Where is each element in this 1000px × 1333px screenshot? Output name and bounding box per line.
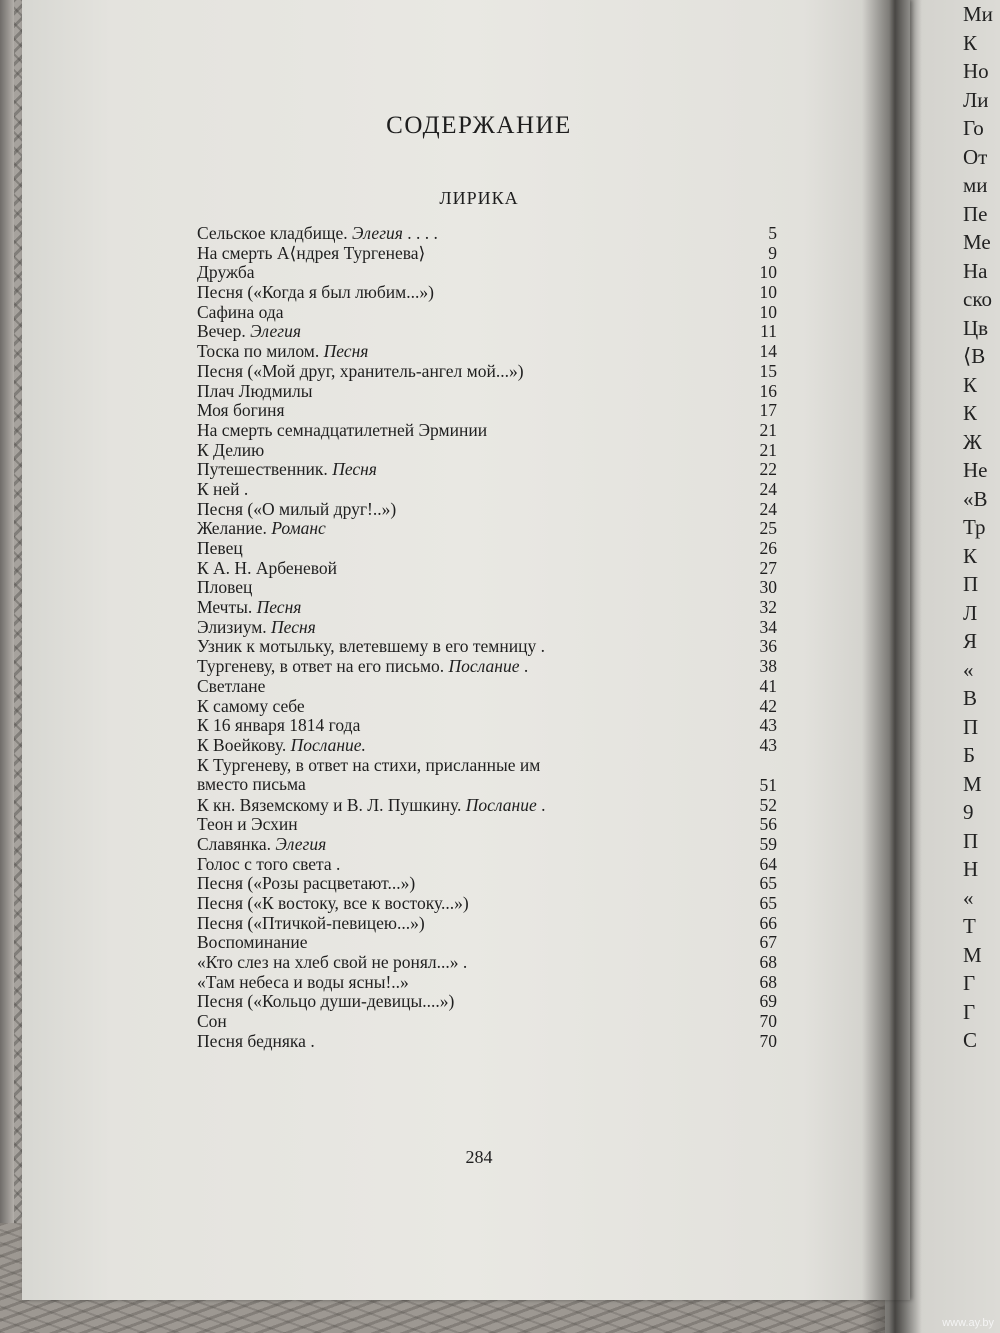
toc-entry <box>197 500 777 520</box>
toc-entry <box>197 874 777 894</box>
toc-entry-title: Дружба <box>197 262 255 283</box>
toc-entry-title: Воспоминание <box>197 932 308 953</box>
book-cover-edge <box>0 0 14 1333</box>
toc-entry <box>197 303 777 323</box>
toc-entry-page: 64 <box>759 853 777 874</box>
toc-entry-page: 43 <box>759 734 777 755</box>
toc-entry-page: 30 <box>759 577 777 598</box>
right-page-line: С <box>963 1028 978 1052</box>
toc-entry <box>197 716 777 736</box>
toc-entry-page: 43 <box>759 715 777 736</box>
right-page-line: В <box>963 686 978 710</box>
toc-entry-title: К А. Н. Арбеневой <box>197 557 338 578</box>
right-page-line: Но <box>963 59 989 83</box>
toc-entry <box>197 855 777 875</box>
right-page-line: Ми <box>963 2 993 26</box>
toc-entry <box>197 756 777 796</box>
toc-entry <box>197 914 777 934</box>
toc-entry-title: Голос с того света . <box>197 853 341 874</box>
toc-entry-title: Тургеневу, в ответ на его письмо. Послание . <box>197 656 529 677</box>
toc-entry-title: Песня («Розы расцветают...») <box>197 873 416 894</box>
toc-entry <box>197 953 777 973</box>
book-gutter-shadow <box>862 0 922 1333</box>
toc-entry-page: 51 <box>759 774 777 795</box>
toc-entry <box>197 677 777 697</box>
toc-entry-title: Песня («Мой друг, хранитель-ангел мой...») <box>197 360 524 381</box>
toc-entry-title: «Кто слез на хлеб свой не ронял...» . <box>197 952 468 973</box>
toc-entry <box>197 519 777 539</box>
right-page-line: П <box>963 572 979 596</box>
toc-entry-page: 24 <box>759 478 777 499</box>
toc-entry-title: «Там небеса и воды ясны!..» <box>197 971 409 992</box>
toc-entry <box>197 539 777 559</box>
toc-entry <box>197 933 777 953</box>
toc-entry <box>197 322 777 342</box>
toc-entry <box>197 263 777 283</box>
toc-entry-page: 56 <box>759 814 777 835</box>
toc-entry-title: Песня («К востоку, все к востоку...») <box>197 893 469 913</box>
right-page-line: Г <box>963 999 976 1024</box>
toc-entry-title: Теон и Эсхин <box>197 814 298 835</box>
toc-entry-page: 68 <box>759 952 777 973</box>
toc-entry-title: Пловец <box>197 577 253 598</box>
right-page-line: Пе <box>963 201 988 226</box>
toc-entry-page: 41 <box>759 675 777 696</box>
toc-entry <box>197 441 777 461</box>
toc-entry-title: К самому себе <box>197 695 305 716</box>
toc-entry-page: 14 <box>759 341 777 362</box>
toc-entry-page: 22 <box>759 459 777 480</box>
toc-entry-title: Сон <box>197 1011 227 1032</box>
toc-entry-page: 34 <box>759 616 777 637</box>
right-page-line: ско <box>963 287 992 311</box>
toc-entry-title: Желание. Романс <box>197 518 326 539</box>
right-page-line: «В <box>963 486 988 511</box>
toc-entry-page: 15 <box>759 360 777 381</box>
right-page-line: 9 <box>963 800 974 824</box>
toc-entry-page: 24 <box>759 498 777 519</box>
toc-entry <box>197 992 777 1012</box>
toc-entry <box>197 835 777 855</box>
toc-entry-page: 70 <box>759 1011 777 1032</box>
toc-entry <box>197 796 777 816</box>
toc-entry-page: 67 <box>759 932 777 953</box>
table-of-contents <box>197 224 777 1052</box>
right-page-line: М <box>963 771 982 796</box>
right-page-line: Ж <box>963 429 982 454</box>
right-page-line: Б <box>963 743 976 767</box>
toc-entry <box>197 1012 777 1032</box>
toc-entry-title: Элизиум. Песня <box>197 616 316 637</box>
toc-entry-title: Плач Людмилы <box>197 380 313 401</box>
toc-entry-page: 66 <box>759 912 777 933</box>
toc-entry-title: Светлане <box>197 675 266 696</box>
right-page-line: Т <box>963 914 976 938</box>
toc-entry-title: Песня («Кольцо души-девицы....») <box>197 991 455 1012</box>
toc-entry-page: 65 <box>759 873 777 894</box>
toc-entry-title: Сельское кладбище. Элегия . . . . <box>197 223 438 243</box>
toc-entry <box>197 559 777 579</box>
toc-entry-title: Вечер. Элегия <box>197 321 301 342</box>
toc-entry-page: 70 <box>759 1030 777 1051</box>
toc-entry-page: 42 <box>759 695 777 716</box>
toc-entry-title: К 16 января 1814 года <box>197 715 361 736</box>
right-page-line: Ли <box>963 87 989 112</box>
toc-entry <box>197 401 777 421</box>
toc-entry-title: Сафина ода <box>197 301 284 322</box>
toc-entry-page: 59 <box>759 833 777 854</box>
toc-entry <box>197 421 777 441</box>
toc-entry-title: Славянка. Элегия <box>197 833 327 854</box>
toc-entry <box>197 283 777 303</box>
right-page-line: Н <box>963 857 979 881</box>
toc-entry-page: 21 <box>759 419 777 440</box>
toc-entry-title: Мечты. Песня <box>197 597 302 618</box>
watermark: www.ay.by <box>942 1317 994 1329</box>
toc-entry-title: На смерть А⟨ндрея Тургенева⟩ <box>197 242 426 263</box>
toc-entry-page: 68 <box>759 971 777 992</box>
toc-entry <box>197 815 777 835</box>
toc-entry-title: На смерть семнадцатилетней Эрминии <box>197 419 488 440</box>
toc-entry-page: 52 <box>759 794 777 815</box>
toc-entry-page: 5 <box>768 223 777 243</box>
toc-entry-page: 10 <box>759 262 777 283</box>
right-page-line: К <box>963 543 978 568</box>
toc-entry <box>197 244 777 264</box>
toc-entry-page: 10 <box>759 301 777 322</box>
toc-entry-page: 26 <box>759 538 777 558</box>
toc-entry-page: 10 <box>759 282 777 303</box>
toc-entry-title: Песня («Когда я был любим...») <box>197 282 434 303</box>
toc-entry-title: Песня («О милый друг!..») <box>197 498 397 519</box>
toc-entry-title: К кн. Вяземскому и В. Л. Пушкину. Послание . <box>197 794 546 815</box>
toc-entry <box>197 1032 777 1052</box>
section-heading: ЛИРИКА <box>439 188 519 208</box>
right-page-line: ми <box>963 173 988 197</box>
right-page-line: Не <box>963 458 988 482</box>
toc-entry-title: Путешественник. Песня <box>197 459 377 480</box>
page-number: 284 <box>465 1147 493 1167</box>
right-page-line: Тр <box>963 515 986 539</box>
toc-entry-page: 9 <box>768 242 777 263</box>
right-page-line: « <box>963 885 974 910</box>
toc-entry <box>197 697 777 717</box>
toc-entry-page: 27 <box>759 557 777 578</box>
toc-entry-page: 11 <box>760 321 777 342</box>
right-page-line: Ме <box>963 230 991 254</box>
right-page-line: ⟨В <box>963 344 986 368</box>
right-page-line: От <box>963 144 988 169</box>
right-page-line: К <box>963 30 978 55</box>
right-page-line: П <box>963 714 979 739</box>
toc-entry-page: 21 <box>759 439 777 460</box>
right-page-line: К <box>963 401 978 425</box>
toc-entry <box>197 382 777 402</box>
toc-entry-title: К Воейкову. Послание. <box>197 734 366 755</box>
toc-entry-title: К Тургеневу, в ответ на стихи, присланные им вместо письма <box>197 754 541 795</box>
toc-entry <box>197 657 777 677</box>
toc-entry-page: 36 <box>759 636 777 657</box>
toc-entry <box>197 342 777 362</box>
left-page <box>22 0 910 1300</box>
toc-entry-title: К Делию <box>197 439 265 460</box>
right-page-line: Го <box>963 116 984 140</box>
toc-entry-title: Узник к мотыльку, влетевшему в его темницу . <box>197 636 545 657</box>
right-page-line: К <box>963 372 978 397</box>
right-page-text <box>963 0 1000 1055</box>
toc-entry-page: 17 <box>759 400 777 421</box>
toc-entry-page: 65 <box>759 893 777 913</box>
toc-entry <box>197 637 777 657</box>
toc-entry <box>197 736 777 756</box>
toc-entry-page: 38 <box>759 656 777 677</box>
toc-entry-title: Моя богиня <box>197 400 285 421</box>
right-page-line: Л <box>963 600 978 625</box>
toc-entry <box>197 578 777 598</box>
toc-entry-title: Певец <box>197 538 243 558</box>
toc-entry-page: 32 <box>759 597 777 618</box>
right-page-line: М <box>963 942 982 967</box>
toc-entry-title: Песня бедняка . <box>197 1030 315 1051</box>
toc-entry <box>197 973 777 993</box>
toc-entry-title: Тоска по милом. Песня <box>197 341 369 362</box>
right-page-line: На <box>963 258 988 283</box>
toc-entry <box>197 224 777 244</box>
right-page-line: « <box>963 657 974 682</box>
right-page-line: П <box>963 828 979 853</box>
right-page-line: Г <box>963 971 976 995</box>
right-page-line: Цв <box>963 315 989 340</box>
toc-entry-title: К ней . <box>197 478 249 499</box>
toc-entry <box>197 460 777 480</box>
toc-entry <box>197 598 777 618</box>
toc-entry-page: 69 <box>759 991 777 1012</box>
toc-entry-page: 16 <box>759 380 777 401</box>
toc-entry-title: Песня («Птичкой-певицею...») <box>197 912 425 933</box>
contents-heading: СОДЕРЖАНИЕ <box>386 112 572 139</box>
toc-entry <box>197 480 777 500</box>
toc-entry-page: 25 <box>759 518 777 539</box>
right-page-line: Я <box>963 629 978 653</box>
toc-entry <box>197 362 777 382</box>
toc-entry <box>197 894 777 914</box>
toc-entry <box>197 618 777 638</box>
